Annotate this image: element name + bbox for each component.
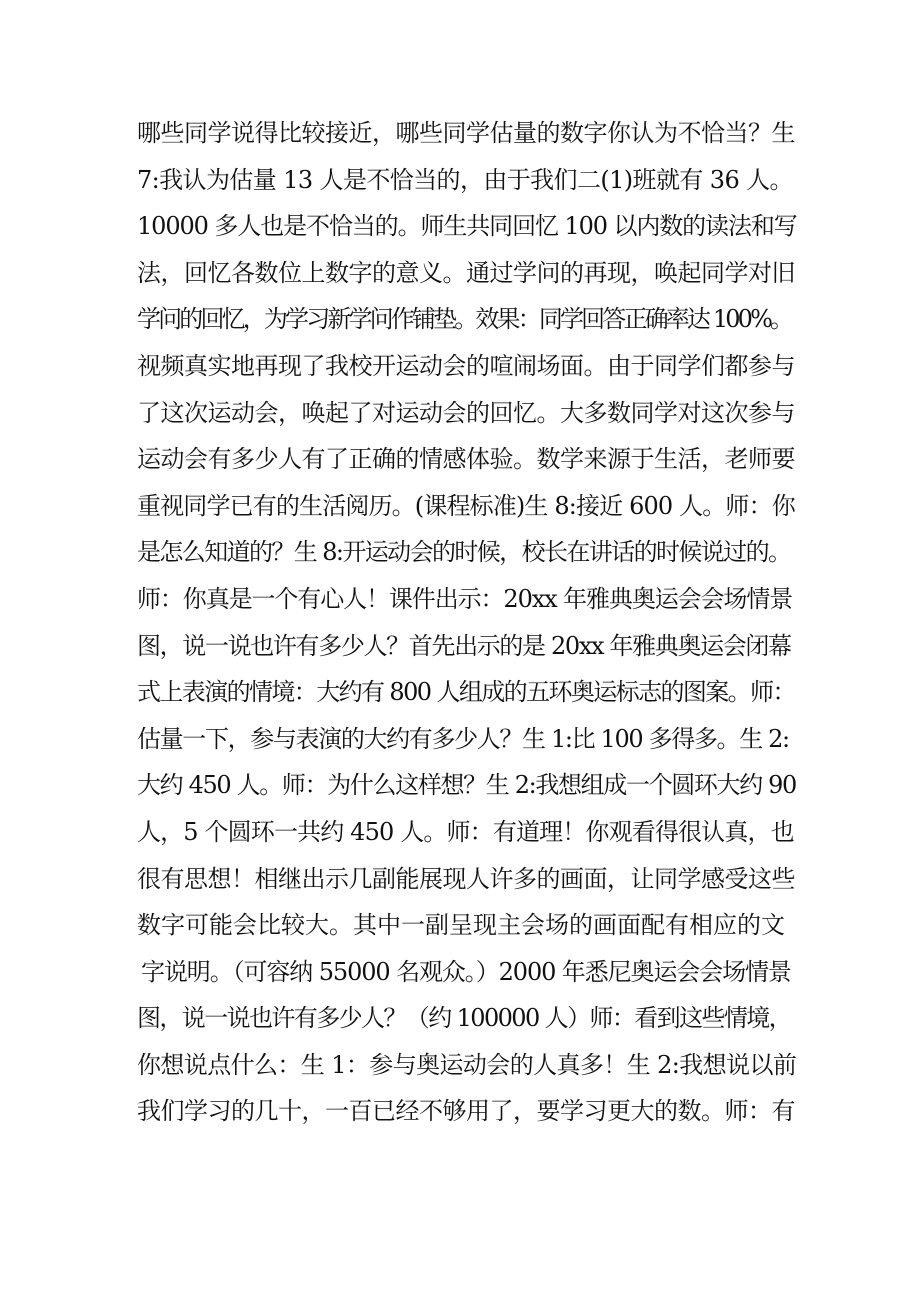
text-line-11: 师：你真是一个有心人！课件出示：20xx 年雅典奥运会会场情景: [137, 584, 793, 613]
text-line-17: 很有思想！相继出示几副能展现人许多的画面，让同学感受这些: [137, 864, 795, 893]
text-line-6: 视频真实地再现了我校开运动会的喧闹场面。由于同学们都参与: [137, 351, 795, 380]
text-line-9: 重视同学已有的生活阅历。(课程标准)生 8:接近 600 人。师：你: [137, 491, 795, 520]
text-line-16: 人，5 个圆环一共约 450 人。师：有道理！你观看得很认真，也: [137, 817, 794, 846]
text-line-4: 法，回忆各数位上数字的意义。通过学问的再现，唤起同学对旧: [137, 258, 795, 287]
text-line-8: 运动会有多少人有了正确的情感体验。数学来源于生活，老师要: [137, 445, 795, 474]
text-line-20: 图，说一说也许有多少人？（约 100000 人）师：看到这些情境，: [137, 1004, 792, 1033]
text-line-13: 式上表演的情境：大约有 800 人组成的五环奥运标志的图案。师：: [137, 678, 795, 707]
text-line-1: 哪些同学说得比较接近，哪些同学估量的数字你认为不恰当？生: [137, 119, 795, 147]
text-line-12: 图，说一说也许有多少人？首先出示的是 20xx 年雅典奥运会闭幕: [137, 631, 791, 660]
text-line-15: 大约 450 人。师：为什么这样想？生 2:我想组成一个圆环大约 90: [137, 771, 796, 800]
text-line-2: 7:我认为估量 13 人是不恰当的，由于我们二(1)班就有 36 人。: [137, 165, 793, 194]
text-line-21: 你想说点什么：生 1：参与奥运动会的人真多！生 2:我想说以前: [137, 1050, 797, 1079]
body-text: [137, 110, 797, 1135]
text-line-18: 数字可能会比较大。其中一副呈现主会场的画面配有相应的文: [137, 911, 785, 940]
text-line-10: 是怎么知道的？生 8:开运动会的时候，校长在讲话的时候说过的。: [137, 538, 791, 567]
text-line-19: 字说明。（可容纳 55000 名观众。）2000 年悉尼奥运会会场情景: [141, 957, 791, 986]
text-line-22: 我们学习的几十，一百已经不够用了，要学习更大的数。师：有: [137, 1097, 795, 1126]
text-line-7: 了这次运动会，唤起了对运动会的回忆。大多数同学对这次参与: [137, 398, 795, 427]
text-line-3: 10000 多人也是不恰当的。师生共同回忆 100 以内数的读法和写: [137, 212, 797, 241]
text-line-14: 估量一下，参与表演的大约有多少人？生 1:比 100 多得多。生 2:: [137, 724, 789, 753]
text-line-5: 学问的回忆，为学习新学问作铺垫。效果：同学回答正确率达 100%。: [137, 305, 792, 334]
